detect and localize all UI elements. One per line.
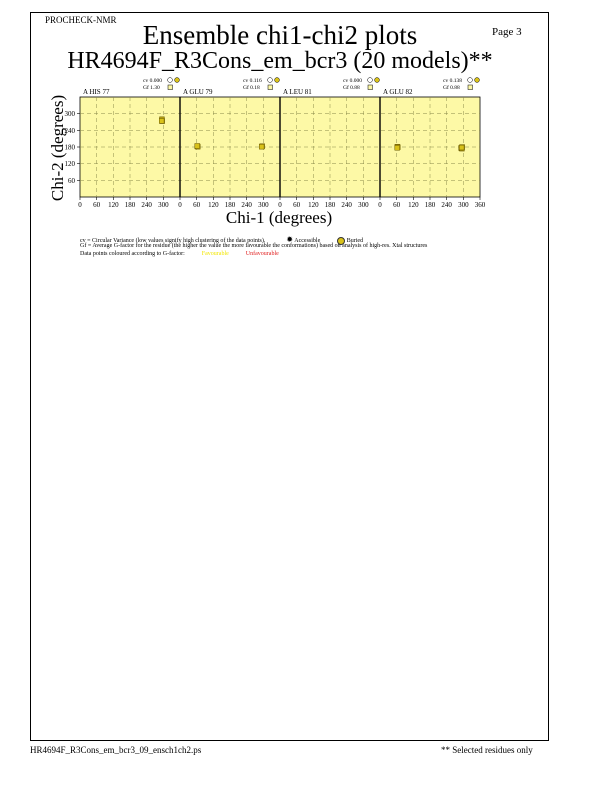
data-point — [195, 143, 200, 148]
x-tick-label: 240 — [141, 201, 152, 209]
gf-annotation: Gf 1.30 — [143, 85, 160, 91]
accessibility-icon — [368, 78, 373, 83]
cv-annotation: cv 0.116 — [243, 78, 262, 84]
buried-icon — [475, 78, 480, 83]
residue-label: A HIS 77 — [83, 88, 110, 96]
cv-annotation: cv 0.000 — [143, 78, 162, 84]
legend-cv-text: cv = Circular Variance (low values signify high clustering of the data points). — [80, 238, 266, 244]
legend-buried: Buried — [346, 238, 364, 244]
accessible-icon: ✹ — [286, 235, 294, 244]
footer-filename: HR4694F_R3Cons_em_bcr3_09_ensch1ch2.ps — [30, 745, 202, 755]
legend-colour-text: Data points coloured according to G-factor: — [80, 251, 185, 257]
x-tick-label: 300 — [158, 201, 169, 209]
x-tick-label: 300 — [458, 201, 469, 209]
x-tick-label: 180 — [124, 201, 136, 209]
x-axis-label: Chi-1 (degrees) — [225, 208, 333, 227]
legend-colour — [80, 251, 279, 257]
x-tick-label: 0 — [178, 201, 182, 209]
x-tick-label: 120 — [308, 201, 319, 209]
gf-swatch — [468, 85, 473, 90]
legend-unfavourable: Unfavourable — [245, 251, 279, 257]
x-tick-label: 240 — [441, 201, 452, 209]
data-point — [259, 144, 264, 149]
x-tick-label: 300 — [258, 201, 269, 209]
x-tick-label: 60 — [193, 201, 201, 209]
legend-favourable: Favourable — [201, 251, 229, 257]
x-tick-label: 300 — [358, 201, 369, 209]
x-tick-label: 180 — [424, 201, 436, 209]
data-point — [159, 118, 164, 123]
buried-icon — [175, 78, 180, 83]
buried-icon — [375, 78, 380, 83]
gf-swatch — [168, 85, 173, 90]
page-number: Page 3 — [492, 26, 522, 38]
cv-annotation: cv 0.138 — [443, 78, 462, 84]
buried-icon — [275, 78, 280, 83]
legend-accessible: Accessible — [294, 238, 321, 244]
chart-subtitle: HR4694F_R3Cons_em_bcr3 (20 models)** — [67, 48, 493, 74]
x-tick-label: 60 — [393, 201, 401, 209]
y-tick-label: 240 — [64, 126, 75, 135]
x-tick-label: 240 — [241, 201, 252, 209]
x-tick-label: 120 — [108, 201, 119, 209]
gf-swatch — [268, 85, 273, 90]
residue-label: A GLU 79 — [183, 88, 213, 96]
x-tick-label: 0 — [78, 201, 82, 209]
gf-annotation: Gf 0.18 — [243, 85, 260, 91]
x-tick-label: 60 — [293, 201, 301, 209]
accessibility-icon — [268, 78, 273, 83]
residue-label: A LEU 81 — [283, 88, 312, 96]
chi1-chi2-chart — [0, 0, 612, 215]
x-tick-label: 120 — [408, 201, 419, 209]
x-tick-label: 0 — [378, 201, 382, 209]
x-tick-label: 360 — [474, 201, 486, 209]
x-tick-label: 120 — [208, 201, 219, 209]
program-name: PROCHECK-NMR — [45, 15, 117, 25]
gf-swatch — [368, 85, 373, 90]
y-tick-label: 300 — [64, 110, 75, 119]
legend-gf: Gf = Average G-factor for the residue (the higher the value the more favourable the conformations) based on analysis of high-res. Xtal structures — [80, 243, 428, 249]
gf-annotation: Gf 0.88 — [443, 85, 460, 91]
gf-annotation: Gf 0.88 — [343, 85, 360, 91]
data-point — [459, 145, 464, 150]
cv-annotation: cv 0.000 — [343, 78, 362, 84]
data-point — [395, 145, 400, 150]
y-tick-label: 60 — [68, 176, 75, 185]
y-tick-label: 120 — [64, 160, 75, 169]
chart-title: Ensemble chi1-chi2 plots — [142, 20, 418, 50]
x-tick-label: 0 — [278, 201, 282, 209]
x-tick-label: 180 — [324, 201, 336, 209]
residue-label: A GLU 82 — [383, 88, 413, 96]
accessibility-icon — [468, 78, 473, 83]
accessibility-icon — [168, 78, 173, 83]
x-tick-label: 180 — [224, 201, 236, 209]
y-tick-label: 180 — [64, 143, 75, 152]
x-tick-label: 240 — [341, 201, 352, 209]
x-tick-label: 60 — [93, 201, 101, 209]
footer-note: ** Selected residues only — [441, 745, 533, 755]
y-axis-label: Chi-2 (degrees) — [48, 94, 67, 202]
